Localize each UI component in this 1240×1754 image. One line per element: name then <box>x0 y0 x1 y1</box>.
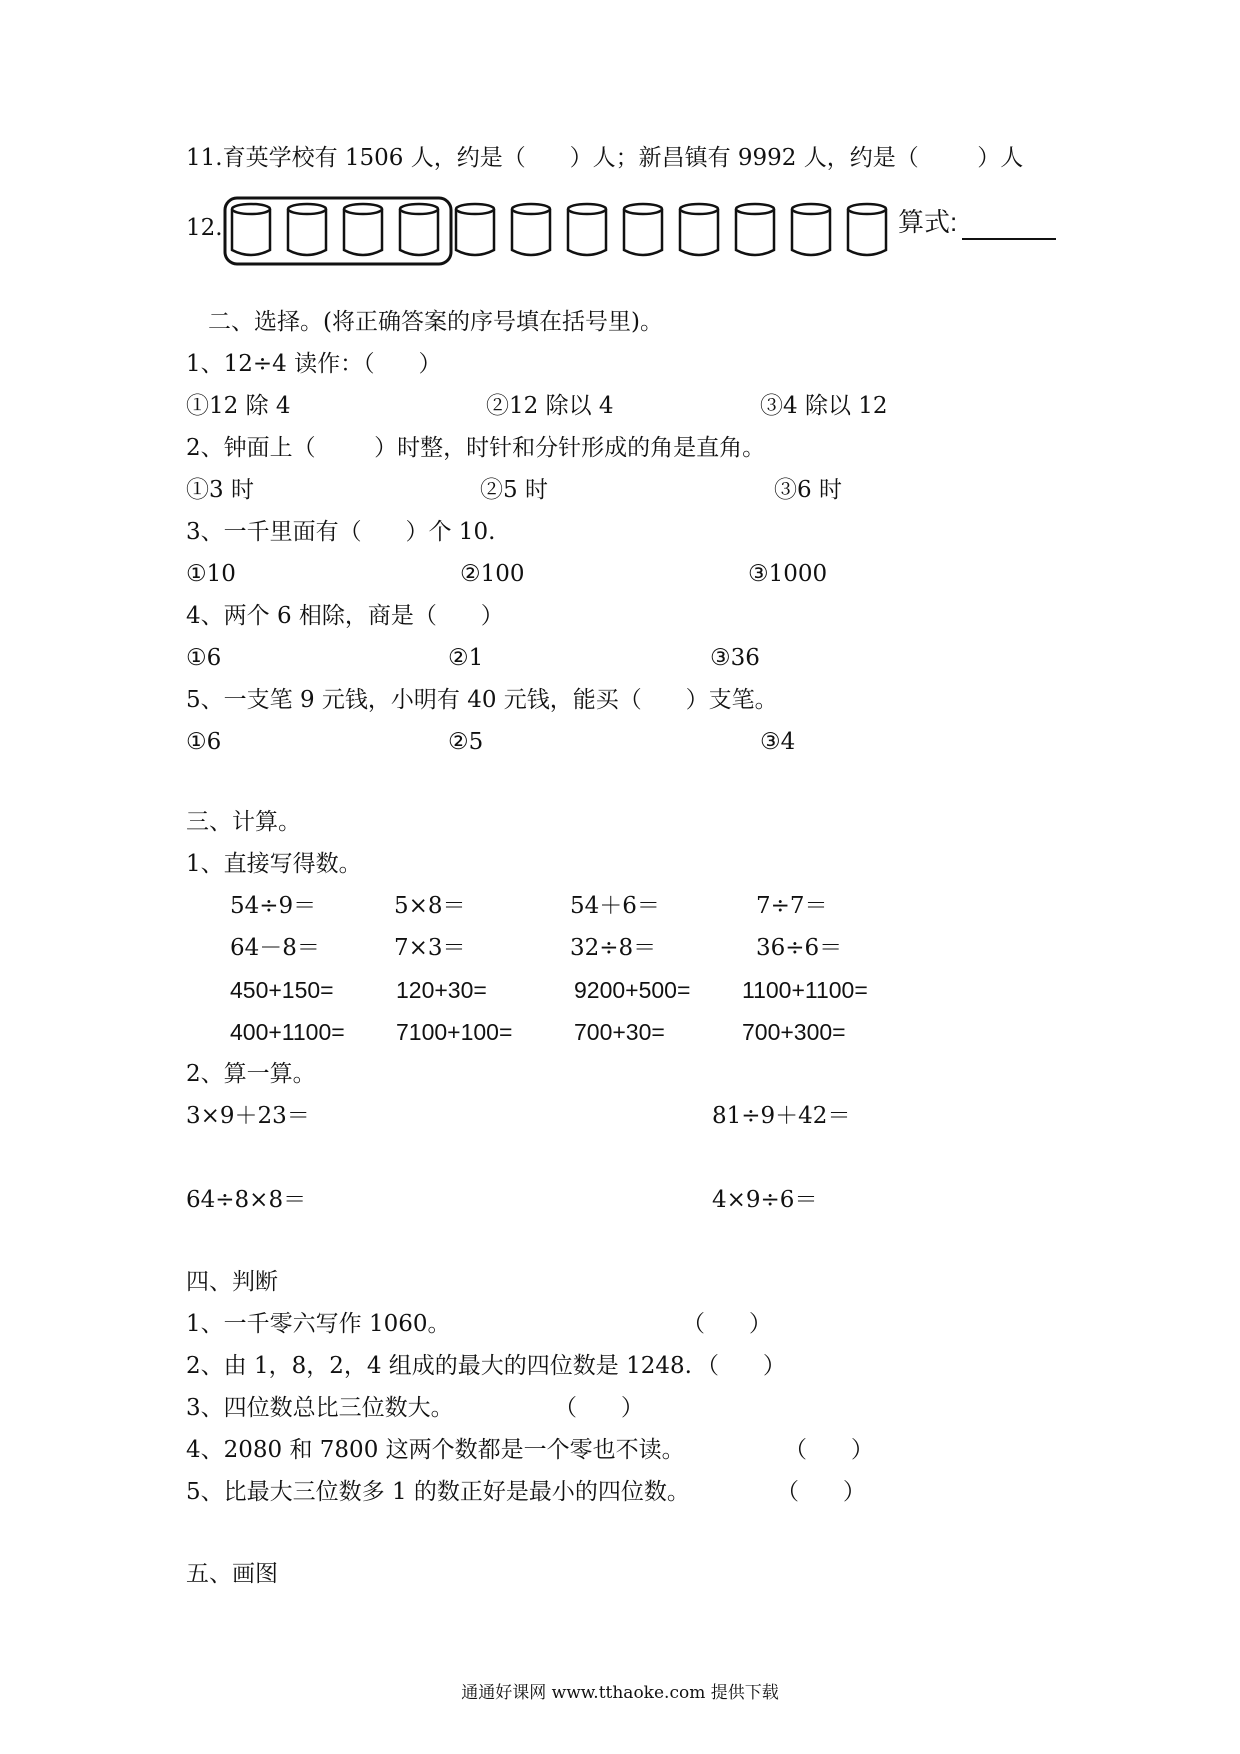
judge-paren[interactable]: （ ） <box>696 1353 786 1379</box>
judge-item: 3、四位数总比三位数大。 <box>186 1395 454 1421</box>
cup-icon <box>624 204 662 255</box>
direct-calc-cell: 9200+500= <box>574 977 691 1003</box>
calc-expression: 81÷9＋42＝ <box>712 1103 851 1129</box>
direct-calc-cell: 54÷9＝ <box>230 893 317 919</box>
direct-calc-cell: 700+30= <box>574 1019 665 1045</box>
judge-paren[interactable]: （ ） <box>682 1311 772 1337</box>
formula-label: 算式: <box>898 207 958 237</box>
s2-q4: 4、两个 6 相除，商是（ ） <box>186 603 504 629</box>
direct-calc-cell: 450+150= <box>230 977 334 1003</box>
cup-icon <box>792 204 830 255</box>
s2-q2: 2、钟面上（ ）时整，时针和分针形成的角是直角。 <box>186 435 766 461</box>
s2-q5-option-3: ③4 <box>760 729 796 755</box>
cups-illustration <box>220 194 920 274</box>
judge-item: 4、2080 和 7800 这两个数都是一个零也不读。 <box>186 1437 685 1463</box>
s2-q4-option-3: ③36 <box>710 645 760 671</box>
s2-q5-option-1: ①6 <box>186 729 222 755</box>
judge-item: 1、一千零六写作 1060。 <box>186 1311 451 1337</box>
cup-icon <box>848 204 886 255</box>
cup-icon <box>736 204 774 255</box>
formula-answer-blank[interactable] <box>962 238 1056 240</box>
cup-icon <box>568 204 606 255</box>
direct-calc-cell: 120+30= <box>396 977 487 1003</box>
direct-calc-cell: 64－8＝ <box>230 935 320 961</box>
s2-q1-option-3: ③4 除以 12 <box>760 393 888 419</box>
direct-calc-cell: 7100+100= <box>396 1019 513 1045</box>
s2-q1: 1、12÷4 读作：（ ） <box>186 351 442 377</box>
judge-paren[interactable]: （ ） <box>776 1479 866 1505</box>
cup-icon <box>456 204 494 255</box>
judge-paren[interactable]: （ ） <box>554 1395 644 1421</box>
cup-icon <box>400 204 438 255</box>
direct-calc-cell: 5×8＝ <box>394 893 466 919</box>
calc-expression: 4×9÷6＝ <box>712 1187 818 1213</box>
direct-calc-cell: 54＋6＝ <box>570 893 660 919</box>
direct-calc-cell: 36÷6＝ <box>756 935 843 961</box>
s2-q3-option-1: ①10 <box>186 561 236 587</box>
judge-item: 5、比最大三位数多 1 的数正好是最小的四位数。 <box>186 1479 690 1505</box>
direct-calc-cell: 7÷7＝ <box>756 893 828 919</box>
s2-q2-option-1: ①3 时 <box>186 477 254 503</box>
section-4-title: 四、判断 <box>186 1269 278 1295</box>
s2-q3: 3、一千里面有（ ）个 10. <box>186 519 496 545</box>
s2-q4-option-2: ②1 <box>448 645 484 671</box>
s2-q1-option-1: ①12 除 4 <box>186 393 291 419</box>
cup-icon <box>680 204 718 255</box>
question-12-label: 12. <box>186 215 223 241</box>
direct-calc-cell: 32÷8＝ <box>570 935 657 961</box>
cup-icon <box>232 204 270 255</box>
s3-sub2: 2、算一算。 <box>186 1061 316 1087</box>
direct-calc-cell: 400+1100= <box>230 1019 345 1045</box>
cup-icon <box>288 204 326 255</box>
section-2-title: 二、选择。(将正确答案的序号填在括号里)。 <box>208 309 663 335</box>
calc-expression: 64÷8×8＝ <box>186 1187 307 1213</box>
direct-calc-cell: 7×3＝ <box>394 935 466 961</box>
s2-q2-option-2: ②5 时 <box>480 477 548 503</box>
judge-item: 2、由 1，8，2，4 组成的最大的四位数是 1248. <box>186 1353 692 1379</box>
s2-q3-option-2: ②100 <box>460 561 525 587</box>
s2-q3-option-3: ③1000 <box>748 561 828 587</box>
section-3-title: 三、计算。 <box>186 809 301 835</box>
s2-q5-option-2: ②5 <box>448 729 484 755</box>
section-5-title: 五、画图 <box>186 1561 278 1587</box>
calc-expression: 3×9＋23＝ <box>186 1103 310 1129</box>
judge-paren[interactable]: （ ） <box>784 1437 874 1463</box>
footer-credit: 通通好课网 www.tthaoke.com 提供下载 <box>461 1683 779 1703</box>
s2-q5: 5、一支笔 9 元钱，小明有 40 元钱，能买（ ）支笔。 <box>186 687 778 713</box>
direct-calc-cell: 1100+1100= <box>742 977 868 1003</box>
cup-icon <box>512 204 550 255</box>
question-11: 11.育英学校有 1506 人，约是（ ）人；新昌镇有 9992 人，约是（ ）人 <box>186 145 1024 171</box>
cup-icon <box>344 204 382 255</box>
s2-q2-option-3: ③6 时 <box>774 477 842 503</box>
s2-q4-option-1: ①6 <box>186 645 222 671</box>
s2-q1-option-2: ②12 除以 4 <box>486 393 614 419</box>
direct-calc-cell: 700+300= <box>742 1019 846 1045</box>
s3-sub1: 1、直接写得数。 <box>186 851 362 877</box>
